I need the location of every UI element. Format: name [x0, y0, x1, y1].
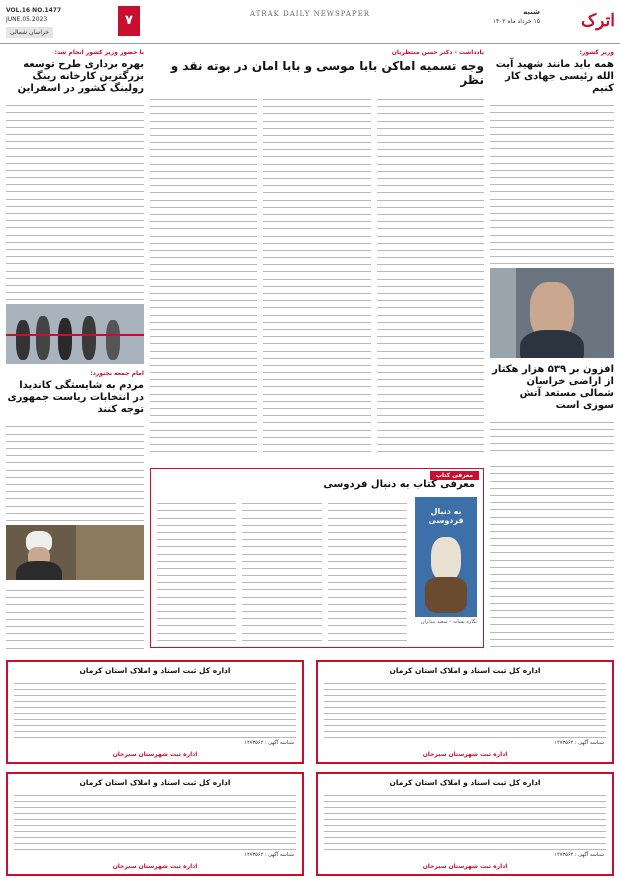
notice-number: شناسه آگهی : ۱۴۷۳۵۶۲ [554, 740, 604, 746]
notice-number: شناسه آگهی : ۱۴۷۳۵۶۲ [244, 740, 294, 746]
book-cover-image [415, 497, 477, 617]
inauguration-photo [6, 304, 144, 364]
right-column [490, 48, 614, 453]
book-text-column-1 [328, 497, 407, 641]
notice-footer: اداره ثبت شهرستان سیرجان [112, 751, 198, 758]
book-review-headline: معرفی کتاب به دنبال فردوسی [323, 479, 475, 490]
headline-baba-musa: وجه تسمیه اماکن بابا موسی و بابا امان در بوته نقد و نظر [170, 59, 484, 88]
newspaper-logo: اترک [580, 11, 615, 31]
province-label: خراسان شمالی [6, 27, 53, 38]
notice-footer: اداره ثبت شهرستان سیرجان [422, 863, 508, 870]
notice-body-placeholder [324, 678, 606, 738]
article-columns [150, 93, 484, 452]
book-cover-title: به دنبال فردوسی [428, 507, 464, 525]
book-text-column-2 [242, 497, 321, 641]
headline-interior-minister: همه باید مانند شهید آیت الله رئیسی جهادی کار کنیم [495, 59, 614, 94]
date-fa: ۱۵ خرداد ماه ۱۴۰۲ [492, 18, 540, 25]
notice-title: اداره کل ثبت اسناد و املاک استان کرمان [389, 778, 541, 787]
friday-imam-photo [6, 525, 144, 580]
left-column [6, 48, 144, 653]
book-caption: نگاره نشانه – سعید بیداران [420, 619, 477, 625]
notice-title: اداره کل ثبت اسناد و املاک استان کرمان [389, 666, 541, 675]
volume-number: VOL.16 NO.1477 [6, 7, 62, 14]
notice-body-placeholder [14, 790, 296, 850]
notice-body-placeholder [14, 678, 296, 738]
center-column [150, 48, 484, 463]
legal-notices [6, 660, 614, 879]
text-column-1 [377, 93, 484, 452]
book-text-column-3 [157, 497, 236, 641]
article-body-placeholder [490, 99, 614, 264]
legal-notice [6, 660, 304, 764]
right-column-continued [490, 460, 614, 655]
notice-title: اداره کل ثبت اسناد و املاک استان کرمان [79, 666, 231, 675]
article-body-placeholder [6, 99, 144, 300]
kicker-ring-rolling: با حضور وزیر کشور انجام شد: [54, 49, 144, 56]
legal-notice [6, 772, 304, 876]
book-review-box [150, 468, 484, 648]
note-kicker: یادداشت - دکتر حسن منتظریان [391, 49, 484, 56]
headline-ring-rolling: بهره برداری طرح توسعه بزرگترین کارخانه رینگ رولینگ کشور در اسفراین [17, 59, 144, 94]
notice-number: شناسه آگهی : ۱۴۷۳۵۶۲ [554, 852, 604, 858]
text-column-2 [263, 93, 370, 452]
notice-body-placeholder [324, 790, 606, 850]
article-body-placeholder [490, 460, 614, 647]
legal-notice [316, 772, 614, 876]
notice-number: شناسه آگهی : ۱۴۷۳۵۶۲ [244, 852, 294, 858]
article-body-placeholder [490, 415, 614, 453]
text-column-3 [150, 93, 257, 452]
issue-info [6, 6, 116, 38]
article-body-placeholder [6, 420, 144, 521]
notice-title: اداره کل ثبت اسناد و املاک استان کرمان [79, 778, 231, 787]
weekday: شنبه [523, 8, 540, 16]
kicker-friday-imam: امام جمعه بجنورد: [90, 370, 144, 378]
notice-footer: اداره ثبت شهرستان سیرجان [422, 751, 508, 758]
book-section-label: معرفی کتاب [430, 471, 479, 480]
page-number-badge: ۷ [118, 6, 140, 36]
persian-date [458, 8, 540, 26]
book-text-columns [157, 497, 407, 641]
legal-notice [316, 660, 614, 764]
article-body-placeholder [6, 584, 144, 653]
masthead [0, 0, 620, 44]
newspaper-name-en: ATRAK DAILY NEWSPAPER [249, 10, 371, 18]
headline-fire-prone-lands: افزون بر ۵۳۹ هزار هکتار از اراضی خراسان شمالی مستعد آتش سوزی است [492, 364, 614, 412]
kicker-interior-minister: وزیر کشور: [579, 49, 614, 56]
english-date: JUNE.05.2023 [6, 16, 48, 23]
minister-photo [490, 268, 614, 358]
notice-footer: اداره ثبت شهرستان سیرجان [112, 863, 198, 870]
headline-elections: مردم به شایستگی کاندیدا در انتخابات ریاست جمهوری توجه کنند [7, 380, 144, 416]
